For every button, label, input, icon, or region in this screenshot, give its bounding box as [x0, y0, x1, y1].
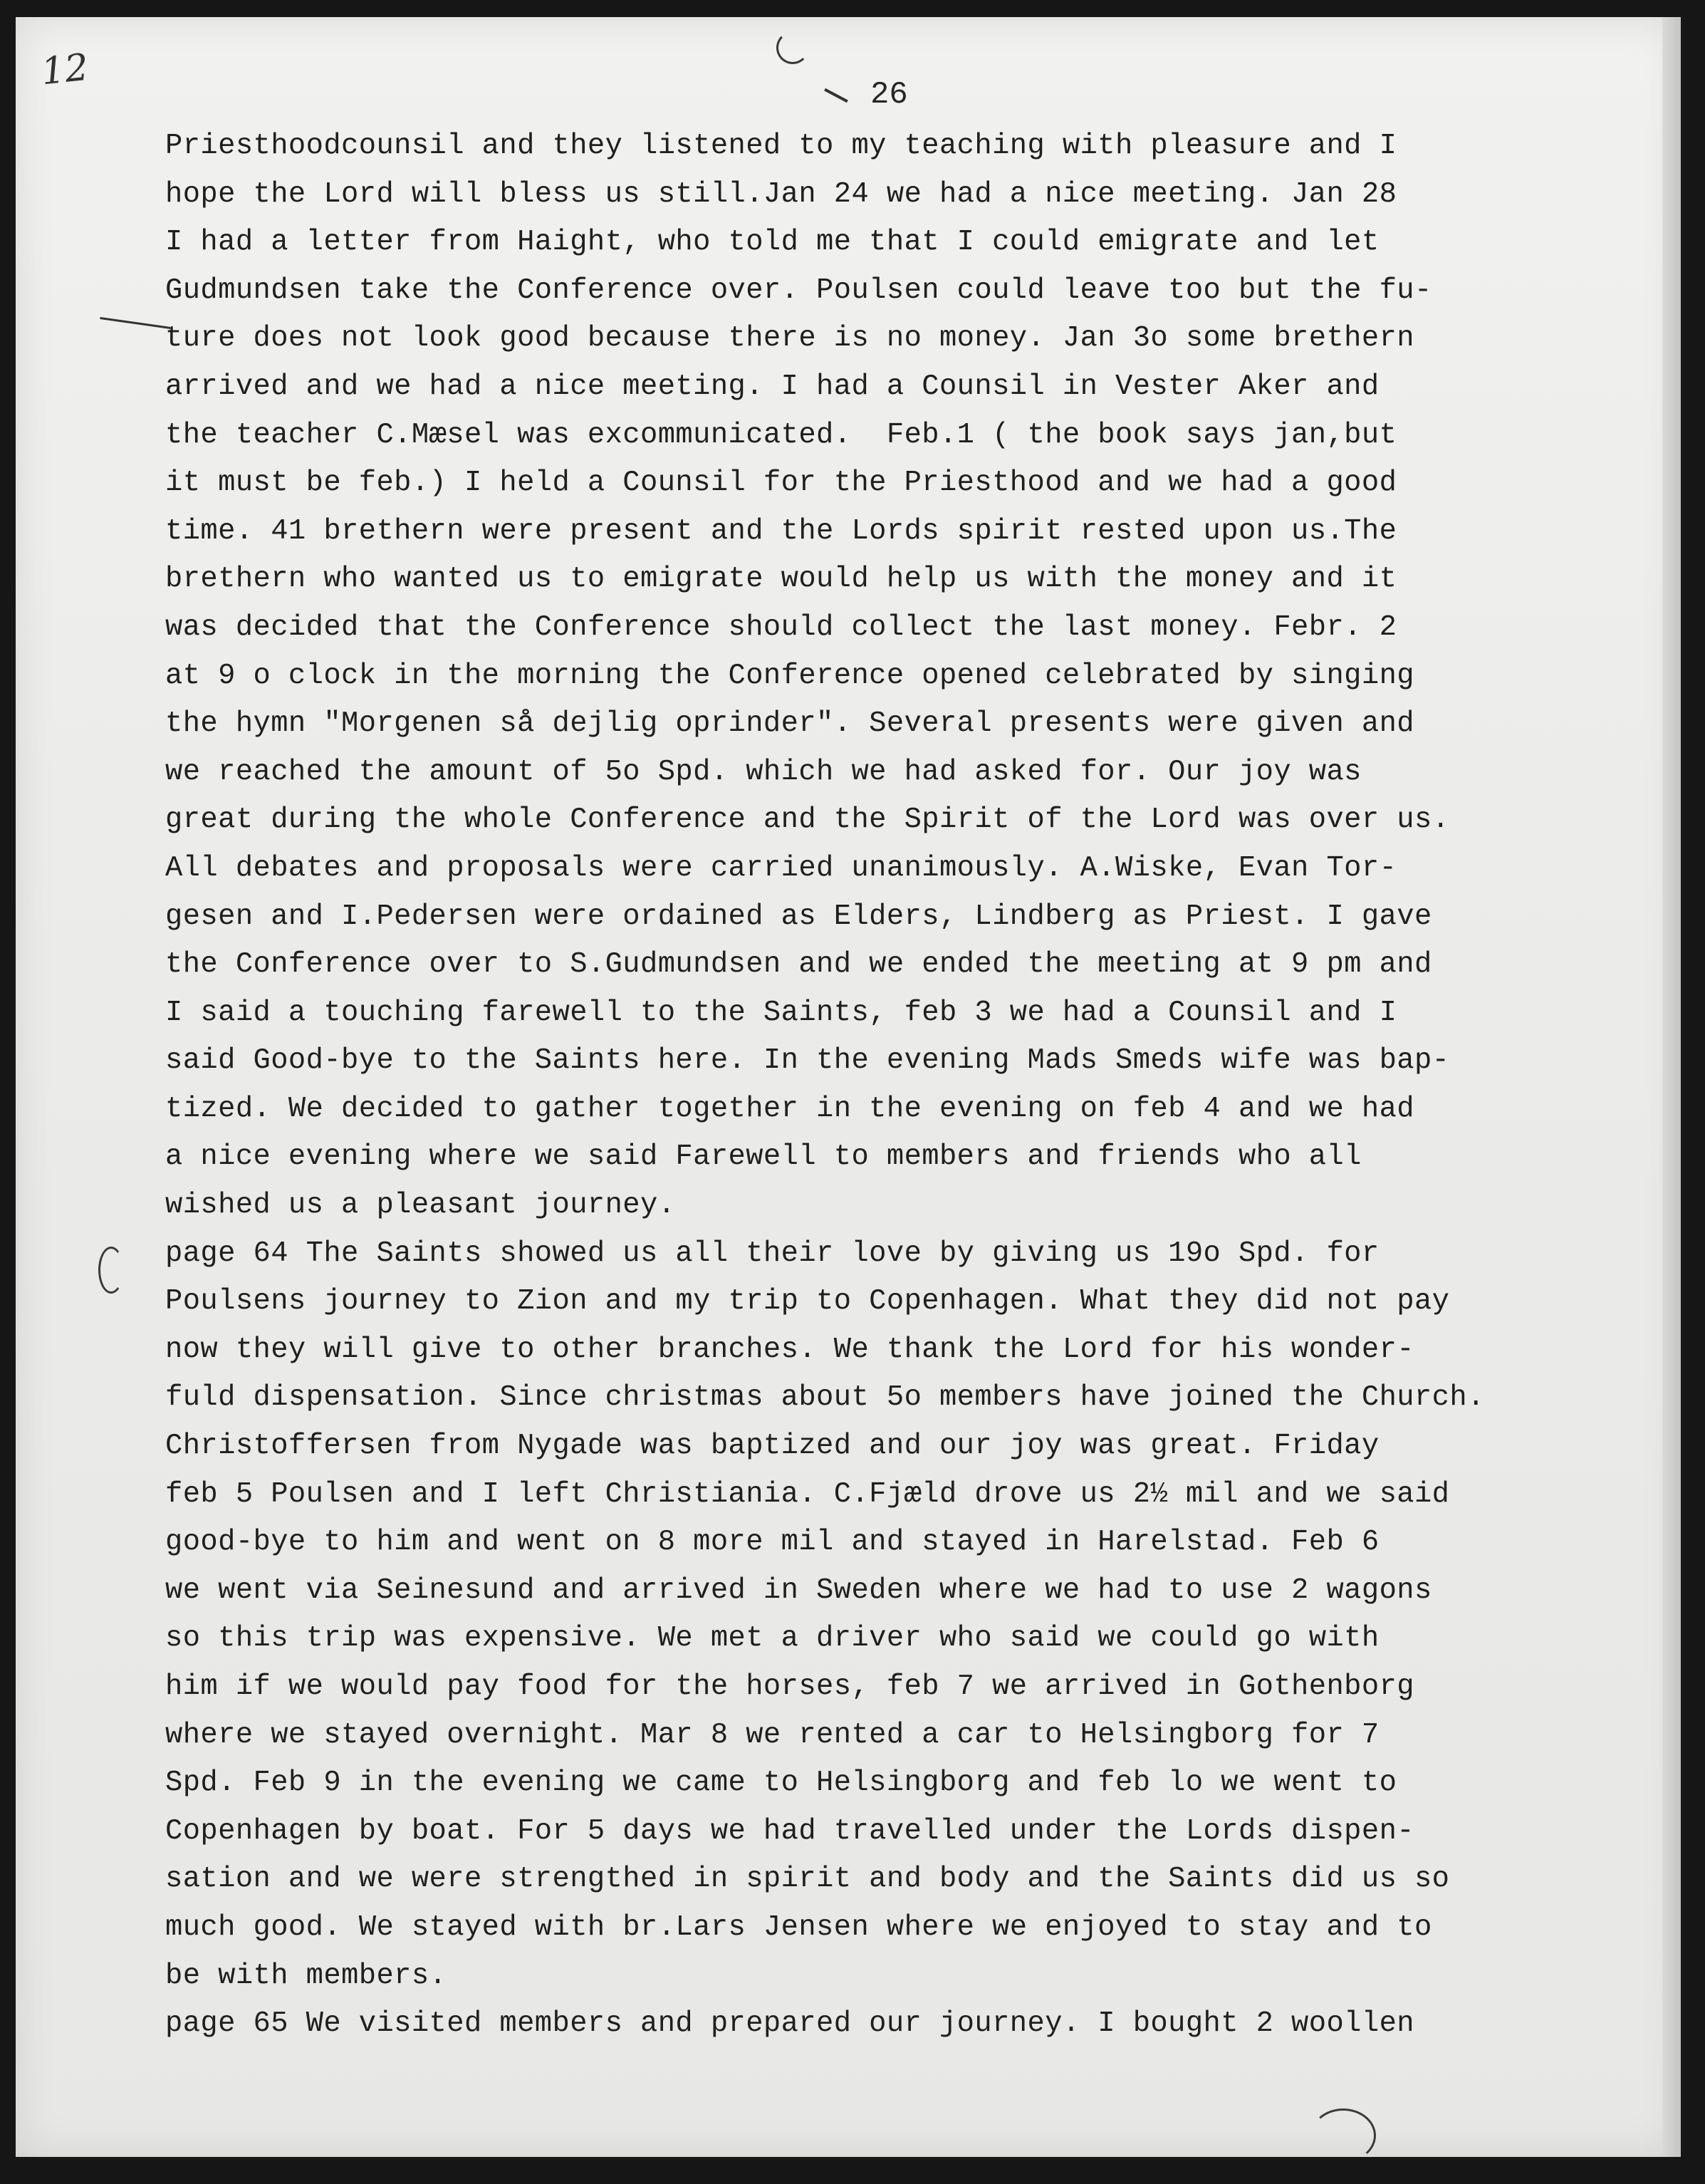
text-line: was decided that the Conference should collect the last money. Febr. 2	[165, 610, 1397, 644]
text-line: great during the whole Conference and the Spirit of the Lord was over us.	[165, 804, 1450, 837]
text-line: gesen and I.Pedersen were ordained as Elders, Lindberg as Priest. I gave	[165, 900, 1432, 933]
text-line: the Conference over to S.Gudmundsen and we ended the meeting at 9 pm and	[165, 948, 1432, 982]
text-line: a nice evening where we said Farewell to members and friends who all	[165, 1140, 1362, 1174]
text-line: be with members.	[165, 1959, 447, 1992]
text-line: Poulsens journey to Zion and my trip to Copenhagen. What they did not pay	[165, 1285, 1450, 1319]
pen-mark-margin	[98, 1247, 124, 1294]
text-line: sation and we were strengthed in spirit and body and the Saints did us so	[165, 1863, 1450, 1896]
text-line: the hymn "Morgenen så dejlig oprinder". Several presents were given and	[165, 707, 1414, 741]
text-line: Copenhagen by boat. For 5 days we had travelled under the Lords dispen-	[165, 1814, 1414, 1848]
text-line: at 9 o clock in the morning the Conference opened celebrated by singing	[165, 659, 1414, 692]
text-line: now they will give to other branches. We thank the Lord for his wonder-	[165, 1333, 1414, 1366]
pen-mark-top	[776, 31, 809, 64]
document-body	[165, 123, 1654, 2049]
paper-edge	[1662, 17, 1681, 2157]
text-line: the teacher C.Mæsel was excommunicated. Feb.1 ( the book says jan,but	[165, 418, 1397, 452]
text-line: brethern who wanted us to emigrate would help us with the money and it	[165, 563, 1397, 596]
text-line: said Good-bye to the Saints here. In the evening Mads Smeds wife was bap-	[165, 1044, 1450, 1078]
text-line: Christoffersen from Nygade was baptized and our joy was great. Friday	[165, 1430, 1380, 1463]
text-line: Priesthoodcounsil and they listened to my teaching with pleasure and I	[165, 130, 1397, 162]
text-line: All debates and proposals were carried unanimously. A.Wiske, Evan Tor-	[165, 851, 1397, 885]
text-line: I had a letter from Haight, who told me that I could emigrate and let	[165, 226, 1380, 259]
text-line: so this trip was expensive. We met a driver who said we could go with	[165, 1622, 1380, 1655]
text-line: we reached the amount of 5o Spd. which we had asked for. Our joy was	[165, 755, 1362, 789]
text-line: fuld dispensation. Since christmas about 5o members have joined the Church.	[165, 1381, 1485, 1415]
text-line: ture does not look good because there is no money. Jan 3o some brethern	[165, 322, 1414, 355]
text-line: good-bye to him and went on 8 more mil and stayed in Harelstad. Feb 6	[165, 1526, 1380, 1559]
text-line: wished us a pleasant journey.	[165, 1189, 676, 1222]
text-line: it must be feb.) I held a Counsil for the Priesthood and we had a good	[165, 467, 1397, 500]
text-line: him if we would pay food for the horses, feb 7 we arrived in Gothenborg	[165, 1670, 1414, 1703]
text-line: Spd. Feb 9 in the evening we came to Helsingborg and feb lo we went to	[165, 1767, 1397, 1800]
text-line: tized. We decided to gather together in the evening on feb 4 and we had	[165, 1092, 1414, 1125]
text-line: much good. We stayed with br.Lars Jensen where we enjoyed to stay and to	[165, 1910, 1432, 1944]
text-line: feb 5 Poulsen and I left Christiania. C.Fjæld drove us 2½ mil and we said	[165, 1477, 1450, 1511]
text-line: page 64 The Saints showed us all their love by giving us 19o Spd. for	[165, 1237, 1380, 1270]
text-line: page 65 We visited members and prepared our journey. I bought 2 woollen	[165, 2007, 1414, 2041]
text-line: time. 41 brethern were present and the Lords spirit rested upon us.The	[165, 514, 1397, 548]
pen-mark-bottom	[1310, 2108, 1376, 2163]
text-line: hope the Lord will bless us still.Jan 24 we had a nice meeting. Jan 28	[165, 177, 1397, 211]
text-line: arrived and we had a nice meeting. I had a Counsil in Vester Aker and	[165, 370, 1380, 403]
text-line: Gudmundsen take the Conference over. Poulsen could leave too but the fu-	[165, 274, 1432, 307]
text-line: I said a touching farewell to the Saints, feb 3 we had a Counsil and I	[165, 996, 1397, 1029]
text-line: where we stayed overnight. Mar 8 we rented a car to Helsingborg for 7	[165, 1718, 1380, 1752]
page-number: 26	[870, 77, 908, 113]
text-line: we went via Seinesund and arrived in Sweden where we had to use 2 wagons	[165, 1574, 1432, 1607]
handwritten-corner-note: 12	[39, 46, 91, 94]
